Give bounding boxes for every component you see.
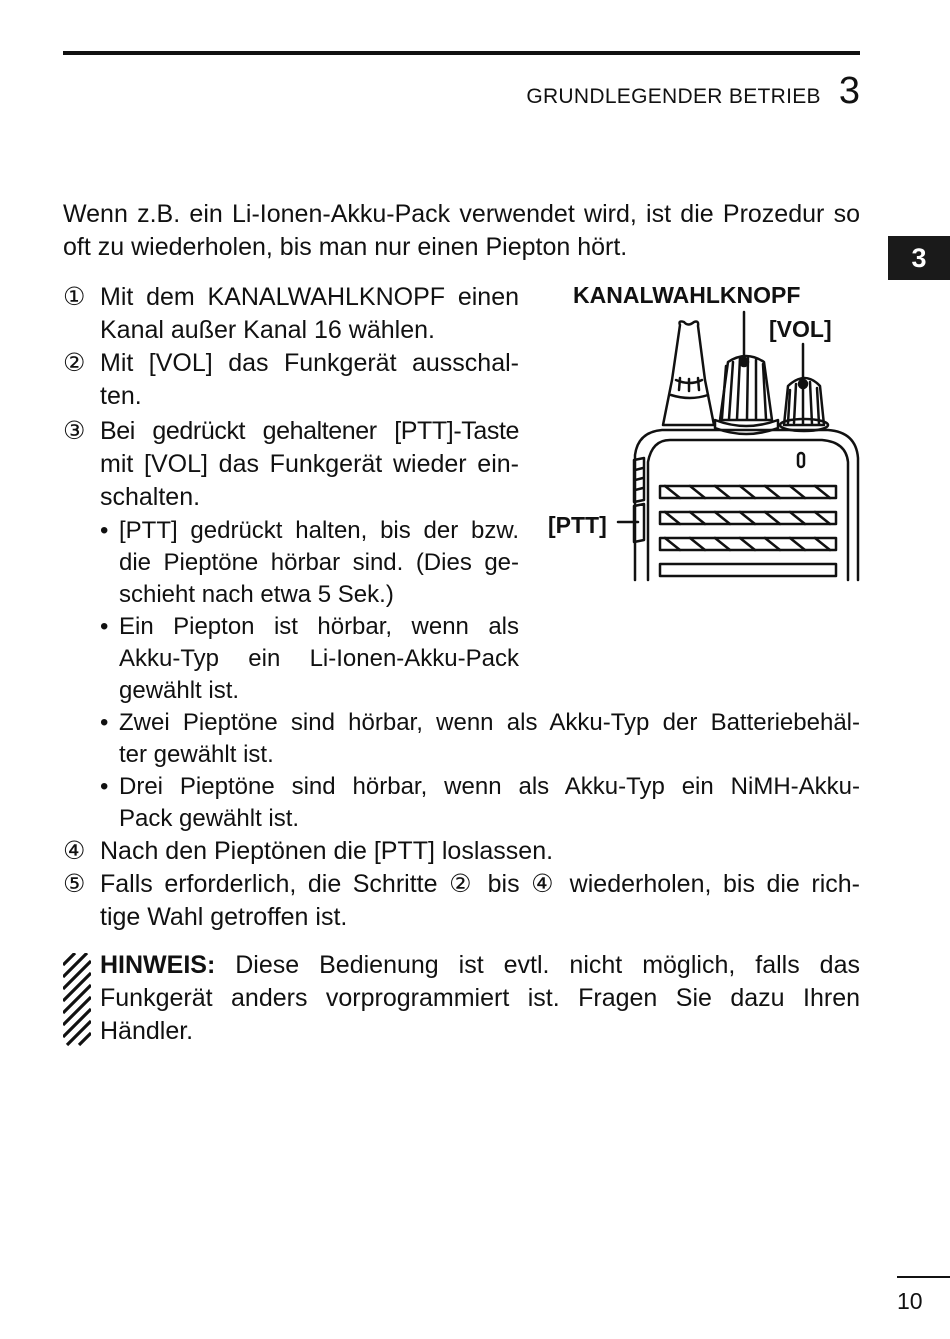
step-5 xyxy=(63,868,860,934)
vol-indicator-dot xyxy=(799,380,807,388)
bullet-dot: • xyxy=(100,709,109,736)
step-1-line-1: Mit dem KANALWAHLKNOPF einen xyxy=(100,283,519,311)
bullet-item-4 xyxy=(100,771,860,835)
bullet-1-line-2: die Pieptöne hörbar sind. (Dies ge- xyxy=(119,549,519,576)
chapter-number: 3 xyxy=(838,70,860,112)
header-rule xyxy=(63,51,860,55)
step-2-marker: ② xyxy=(63,349,86,377)
step-5-line-1 xyxy=(100,868,860,901)
note-label: HINWEIS: xyxy=(100,951,216,979)
header-title: GRUNDLEGENDER BETRIEB xyxy=(526,85,821,108)
bullet-item-3 xyxy=(100,707,860,771)
step-5-line-2: tige Wahl getroffen ist. xyxy=(100,903,348,931)
step-5-marker: ⑤ xyxy=(63,870,86,898)
step-1-line-2: Kanal außer Kanal 16 wählen. xyxy=(100,316,435,344)
step-3-line-2: mit [VOL] das Funkgerät wieder ein- xyxy=(100,450,519,478)
bullet-3-line-2: ter gewählt ist. xyxy=(119,741,274,768)
bullet-dot: • xyxy=(100,613,109,640)
page-number: 10 xyxy=(897,1288,923,1314)
radio-illustration xyxy=(600,300,865,585)
footer-rule xyxy=(897,1276,950,1278)
note-block xyxy=(63,949,860,1048)
step-1 xyxy=(63,281,519,347)
step-5-text-c: wiederholen, bis die rich- xyxy=(558,870,860,898)
step-3-marker: ③ xyxy=(63,417,86,445)
step-ref-2: ② xyxy=(449,870,477,898)
radio-body-icon xyxy=(635,430,858,580)
step-1-marker: ① xyxy=(63,283,86,311)
bullet-1-line-1: [PTT] gedrückt halten, bis der bzw. xyxy=(119,517,519,544)
figure-label-ptt: [PTT] xyxy=(548,512,607,538)
figure-label-knob: KANALWAHLKNOPF xyxy=(573,282,801,308)
step-2 xyxy=(63,347,519,413)
channel-knob-icon xyxy=(715,356,778,434)
bullet-item-1 xyxy=(100,515,519,611)
note-hatch-icon xyxy=(63,953,91,1047)
step-3 xyxy=(63,415,519,514)
chapter-tab-label: 3 xyxy=(911,242,927,273)
step-4-line-1: Nach den Pieptönen die [PTT] loslassen. xyxy=(100,837,554,865)
bullet-4-line-1: Drei Pieptöne sind hörbar, wenn als Akku-Typ ein NiMH-Akku- xyxy=(119,773,860,800)
step-5-text-b: bis xyxy=(476,870,532,898)
step-5-text-a: Falls erforderlich, die Schritte xyxy=(100,870,450,898)
running-header xyxy=(526,70,860,113)
bullet-2-line-2: Akku-Typ ein Li-Ionen-Akku-Pack xyxy=(119,645,519,672)
antenna-icon xyxy=(663,321,714,425)
step-4-marker: ④ xyxy=(63,837,86,865)
bullet-dot: • xyxy=(100,517,109,544)
note-body: Diese Bedienung ist evtl. nicht möglich, falls das Funkgerät anders vorprogrammiert ist. Fragen Sie dazu Ihren Händler. xyxy=(100,951,860,1045)
step-2-line-2: ten. xyxy=(100,382,142,410)
note-text xyxy=(100,949,860,1048)
step-3-line-3: schalten. xyxy=(100,483,201,511)
figure-label-vol: [VOL] xyxy=(769,316,832,342)
step-ref-4: ④ xyxy=(531,870,559,898)
knob-indicator-dot xyxy=(740,358,748,366)
bullet-3-line-1: Zwei Pieptöne sind hörbar, wenn als Akku-Typ der Batteriebehäl- xyxy=(119,709,860,736)
intro-paragraph: Wenn z.B. ein Li-Ionen-Akku-Pack verwendet wird, ist die Prozedur so oft zu wiederholen, bis man nur einen Piepton hört. xyxy=(63,200,860,261)
bullet-1-line-3: schieht nach etwa 5 Sek.) xyxy=(119,581,394,608)
chapter-side-tab xyxy=(888,236,950,280)
bullet-2-line-1: Ein Piepton ist hörbar, wenn als xyxy=(119,613,519,640)
step-4 xyxy=(63,835,860,868)
bullet-2-line-3: gewählt ist. xyxy=(119,677,240,704)
bullet-dot: • xyxy=(100,773,109,800)
bullet-item-2 xyxy=(100,611,519,707)
step-3-line-1: Bei gedrückt gehaltener [PTT]-Taste xyxy=(100,417,519,445)
step-2-line-1: Mit [VOL] das Funkgerät ausschal- xyxy=(100,349,519,377)
bullet-4-line-2: Pack gewählt ist. xyxy=(119,805,300,832)
